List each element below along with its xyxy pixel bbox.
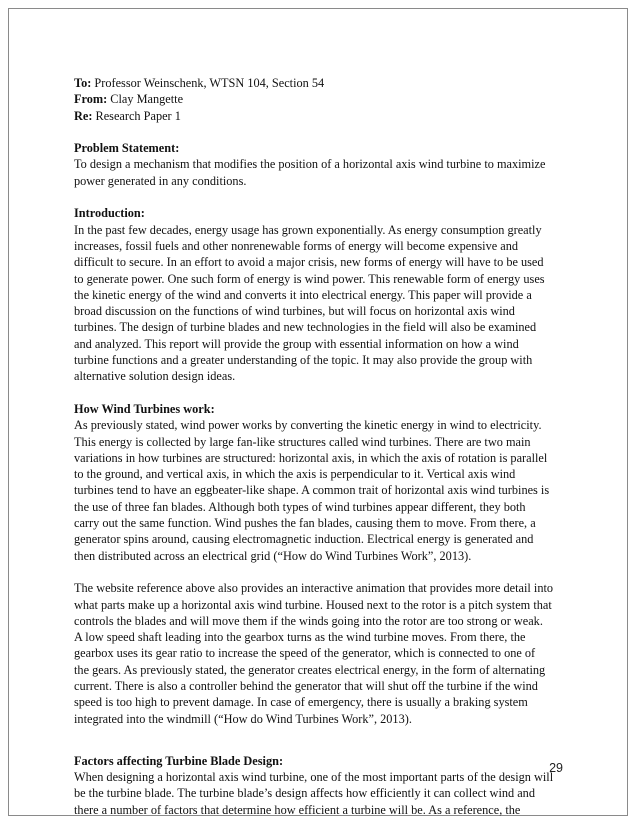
how-paragraph2-line: what parts make up a horizontal axis wind turbine. Housed next to the rotor is a pitch system that	[74, 597, 552, 612]
introduction-text-line: turbine functions and a greater understanding of the topic. It may also provide the group with	[74, 353, 533, 368]
how-paragraph2-line: The website reference above also provides an interactive animation that provides more detail into	[74, 581, 554, 596]
memo-header	[74, 75, 574, 124]
memo-to-value: Professor Weinschenk, WTSN 104, Section 54	[91, 76, 325, 90]
factors-heading: Factors affecting Turbine Blade Design:	[74, 753, 284, 768]
how-paragraph2-line: A low speed shaft leading into the gearbox turns as the wind turbine moves. From there, the	[74, 630, 526, 645]
introduction-text-line: difficult to secure. In an effort to avoid a major crisis, new forms of energy will have to be used	[74, 255, 544, 270]
problem-text-line: power generated in any conditions.	[74, 173, 247, 188]
how-paragraph1-line: to the ground, and vertical axis, in which the axis is perpendicular to it. Vertical axis wind	[74, 467, 516, 482]
how-paragraph2-line: gearbox uses its gear ratio to increase the speed of the generator, which is connected to one of	[74, 646, 536, 661]
problem-heading: Problem Statement:	[74, 141, 180, 156]
memo-re-value: Research Paper 1	[92, 108, 181, 123]
introduction-heading: Introduction:	[74, 206, 145, 221]
document-body	[74, 75, 574, 818]
memo-from-line	[74, 91, 574, 107]
problem-text-line: To design a mechanism that modifies the position of a horizontal axis wind turbine to maximize	[74, 157, 546, 172]
how-paragraph1-line: turbines tend to have an eggbeater-like shape. A common trait of horizontal axis wind turbines is	[74, 483, 550, 498]
factors-text-line: there a number of factors that determine how efficient a turbine will be. As a reference, the	[74, 802, 521, 817]
introduction-text-line: the kinetic energy of the wind and converts it into electrical energy. This paper will provide a	[74, 287, 532, 302]
how-paragraph2-line: the gears. As previously stated, the generator creates electrical energy, in the form of alternating	[74, 662, 546, 677]
how-section	[74, 401, 574, 727]
how-heading: How Wind Turbines work:	[74, 401, 215, 416]
how-paragraph2-line: integrated into the windmill (“How do Wind Turbines Work”, 2013).	[74, 711, 412, 726]
introduction-text-line: broad discussion on the functions of wind turbines, but will focus on horizontal axis wind	[74, 304, 515, 319]
how-paragraph1-line: carry out the same function. Wind pushes the fan blades, causing them to move. From there, a	[74, 516, 536, 531]
introduction-text-line: increases, fossil fuels and other nonrenewable forms of energy will become expensive and	[74, 238, 519, 253]
memo-from-value: Clay Mangette	[107, 92, 184, 107]
how-paragraph1-line: then distributed across an electrical grid (“How do Wind Turbines Work”, 2013).	[74, 548, 472, 563]
introduction-text-line: to generate power. One such form of energy is wind power. This renewable form of energy uses	[74, 271, 545, 286]
introduction-text-line: alternative solution design ideas.	[74, 369, 236, 384]
memo-to-line	[74, 75, 574, 91]
memo-re-label: Re:	[74, 108, 93, 123]
factors-section	[74, 753, 574, 818]
how-paragraph2-line: current. There is also a controller behind the generator that will shut off the turbine if the wind	[74, 678, 538, 693]
how-paragraph1-line: variations in how turbines are structured: horizontal axis, in which the axis of rotation is parallel	[74, 450, 548, 465]
how-paragraph2-line: controls the blades and will move them if the winds going into the rotor are too strong or weak.	[74, 613, 543, 628]
introduction-section	[74, 205, 574, 384]
factors-text-line: When designing a horizontal axis wind turbine, one of the most important parts of the design will	[74, 770, 554, 785]
how-paragraph1-line: As previously stated, wind power works by converting the kinetic energy in wind to electricity.	[74, 418, 542, 433]
how-paragraph1-line: the use of three fan blades. Although both types of wind turbines appear different, they both	[74, 499, 526, 514]
problem-section	[74, 140, 574, 189]
introduction-text-line: and analyzed. This report will provide the group with essential information on how a wind	[74, 336, 519, 351]
how-paragraph2-line: speed is too high to prevent damage. In case of emergency, there is usually a braking system	[74, 695, 528, 710]
page-number: 29	[549, 761, 563, 775]
memo-re-line	[74, 108, 574, 124]
factors-text-line: be the turbine blade. The turbine blade’s design affects how efficiently it can collect wind and	[74, 786, 535, 801]
memo-from-label: From:	[74, 92, 108, 107]
memo-to-label: To:	[74, 76, 92, 90]
how-paragraph1-line: generator spins around, causing electromagnetic induction. Electrical energy is generated and	[74, 532, 534, 547]
introduction-text-line: In the past few decades, energy usage has grown exponentially. As energy consumption greatly	[74, 222, 542, 237]
how-paragraph1-line: This energy is collected by large fan-like structures called wind turbines. There are two main	[74, 434, 531, 449]
introduction-text-line: turbines. The design of turbine blades and new technologies in the field will also be examined	[74, 320, 537, 335]
